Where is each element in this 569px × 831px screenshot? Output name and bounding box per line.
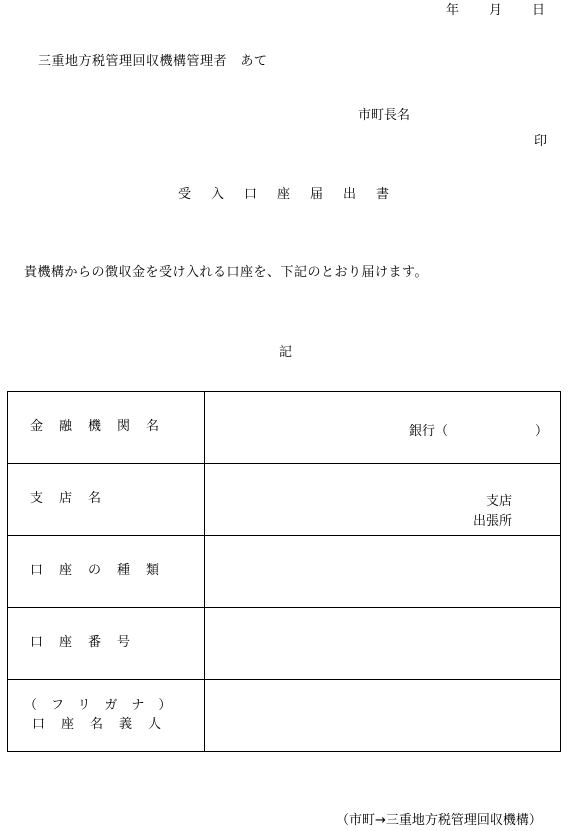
addressee: 三重地方税管理回収機構管理者 あて (38, 54, 268, 69)
bank-label: 金融機関名 (30, 419, 176, 435)
table-row (8, 608, 561, 680)
ki-heading: 記 (279, 345, 293, 360)
bank-suffix: 銀行（ (408, 424, 448, 439)
type-value-cell[interactable] (205, 536, 561, 608)
type-label: 口座の種類 (30, 563, 176, 579)
table-row (8, 392, 561, 464)
type-label-cell (8, 536, 205, 608)
date-line (446, 4, 545, 17)
intro-text: 貴機構からの徴収金を受け入れる口座を、下記のとおり届けます。 (24, 265, 428, 280)
table-row (8, 680, 561, 752)
table-row (8, 536, 561, 608)
bank-close-paren: ） (534, 424, 548, 439)
branch-office: 出張所 (472, 514, 512, 529)
date-month: 月 (489, 3, 503, 18)
holder-label-cell (8, 680, 205, 752)
date-year: 年 (446, 3, 460, 18)
document-title: 受入口座届出書 (178, 187, 410, 202)
furigana-label: （フリガナ） (24, 697, 186, 713)
seal-mark: 印 (534, 134, 548, 149)
branch-label-cell (8, 464, 205, 536)
footer-note: （市町→三重地方税管理回収機構） (336, 813, 542, 828)
bank-value-cell[interactable] (205, 392, 561, 464)
holder-label: 口座名義人 (32, 716, 178, 732)
bank-label-cell (8, 392, 205, 464)
holder-value-cell[interactable] (205, 680, 561, 752)
number-label-cell (8, 608, 205, 680)
branch-value-cell[interactable] (205, 464, 561, 536)
table-row (8, 464, 561, 536)
date-day: 日 (532, 3, 546, 18)
number-label: 口座番号 (30, 635, 147, 651)
number-value-cell[interactable] (205, 608, 561, 680)
mayor-name: 市町長名 (358, 108, 411, 123)
account-form-table (7, 391, 561, 752)
branch-suffix: 支店 (485, 494, 512, 509)
branch-label: 支店名 (30, 491, 118, 507)
